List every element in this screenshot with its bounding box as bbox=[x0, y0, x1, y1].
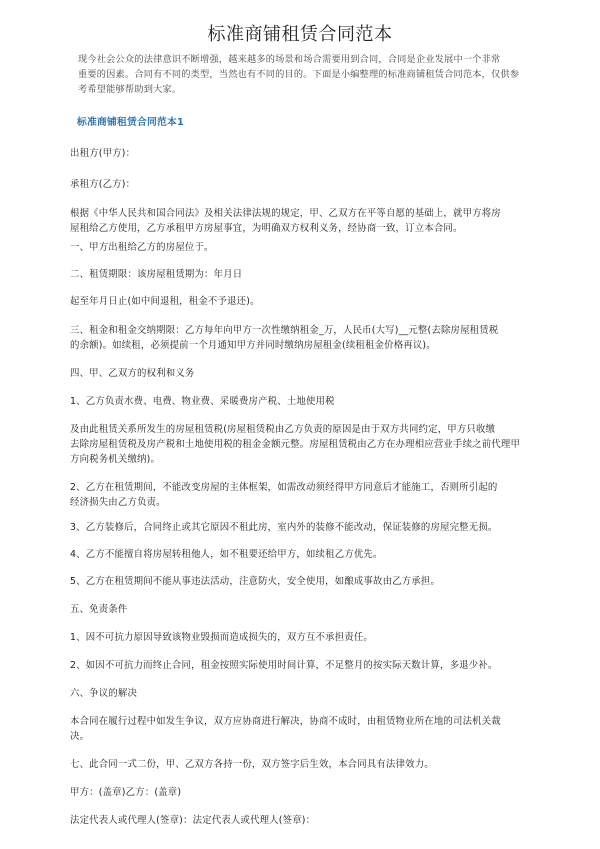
party-lessee-line: 承租方(乙方)： bbox=[70, 179, 136, 190]
intro-line: 现今社会公众的法律意识不断增强，越来越多的场景和场合需要用到合同，合同是企业发展中一个非常 bbox=[78, 54, 501, 65]
signature-line: 法定代表人或代理人(签章)：法定代表人或代理人(签章)： bbox=[70, 815, 316, 826]
clause-line: 3、乙方装修后，合同终止或其它原因不租此房，室内外的装修不能改动，保证装修的房屋完整无损。 bbox=[70, 522, 498, 533]
clause-line: 2、乙方在租赁期间，不能改变房屋的主体框架，如需改动须经得甲方同意后才能施工，否则所引起的 bbox=[70, 482, 498, 493]
section-title-line: 六、争议的解决 bbox=[70, 688, 138, 699]
preamble-line: 屋租给乙方使用，乙方承租甲方房屋事宜，为明确双方权利义务，经协商一致，订立本合同。 bbox=[70, 223, 463, 234]
clause-line: 决。 bbox=[70, 731, 90, 742]
clause-line: 方向税务机关缴纳)。 bbox=[70, 454, 161, 465]
clause-line: 一、甲方出租给乙方的房屋位于。 bbox=[70, 242, 214, 253]
clause-line: 七、此合同一式二份，甲、乙双方各持一份，双方签字后生效，本合同具有法律效力。 bbox=[70, 759, 434, 770]
intro-line: 重要的因素。合同有不同的类型，当然也有不同的目的。下面是小编整理的标准商铺租赁合同范本，仅供参 bbox=[78, 69, 520, 80]
preamble-line: 根据《中华人民共和国合同法》及相关法律法规的规定，甲、乙双方在平等自愿的基础上，就甲方将房 bbox=[70, 208, 501, 219]
clause-line: 的余额)。如续租，必须提前一个月通知甲方并同时缴纳房屋租金(续租租金价格再议)。 bbox=[70, 340, 436, 351]
clause-line: 1、乙方负责水费、电费、物业费、采暖费房产税、土地使用税 bbox=[70, 396, 335, 407]
clause-line: 去除房屋租赁税及房产税和土地使用税的租金金额元整。房屋租赁税由乙方在办理相应营业手续之前代理甲 bbox=[70, 439, 521, 450]
clause-line: 二、租赁期限：该房屋租赁期为：年月日 bbox=[70, 269, 243, 280]
clause-line: 5、乙方在租赁期间不能从事违法活动，注意防火，安全使用，如酿成事故由乙方承担。 bbox=[70, 576, 441, 587]
document-title: 标准商铺租赁合同范本 bbox=[207, 24, 393, 45]
clause-line: 及由此租赁关系所发生的房屋租赁税(房屋租赁税由乙方负责的原因是由于双方共同约定，甲方只收缴 bbox=[70, 424, 496, 435]
section-heading: 标准商铺租赁合同范本1 bbox=[77, 117, 184, 128]
clause-line: 1、因不可抗力原因导致该物业毁损而造成损失的，双方互不承担责任。 bbox=[70, 632, 373, 643]
clause-line: 经济损失由乙方负责。 bbox=[70, 497, 166, 508]
intro-line: 考希望能够帮助到大家。 bbox=[78, 84, 182, 95]
signature-line: 甲方：(盖章)乙方：(盖章) bbox=[70, 787, 182, 798]
clause-line: 4、乙方不能擅自将房屋转租他人，如不租要还给甲方，如续租乙方优先。 bbox=[70, 549, 383, 560]
clause-line: 起至年月日止(如中间退租，租金不予退还)。 bbox=[70, 296, 260, 307]
section-title-line: 四、甲、乙双方的权利和义务 bbox=[70, 368, 195, 379]
section-title-line: 五、免责条件 bbox=[70, 604, 128, 615]
party-lessor-line: 出租方(甲方)： bbox=[70, 148, 136, 159]
clause-line: 2、如因不可抗力而终止合同，租金按照实际使用时间计算，不足整月的按实际天数计算，多退少补。 bbox=[70, 660, 498, 671]
clause-line: 三、租金和租金交纳期限：乙方每年向甲方一次性缴纳租金_万，人民币(大写)__元整(去除房屋租赁税 bbox=[70, 325, 499, 336]
clause-line: 本合同在履行过程中如发生争议，双方应协商进行解决，协商不成时，由租赁物业所在地的司法机关裁 bbox=[70, 716, 501, 727]
